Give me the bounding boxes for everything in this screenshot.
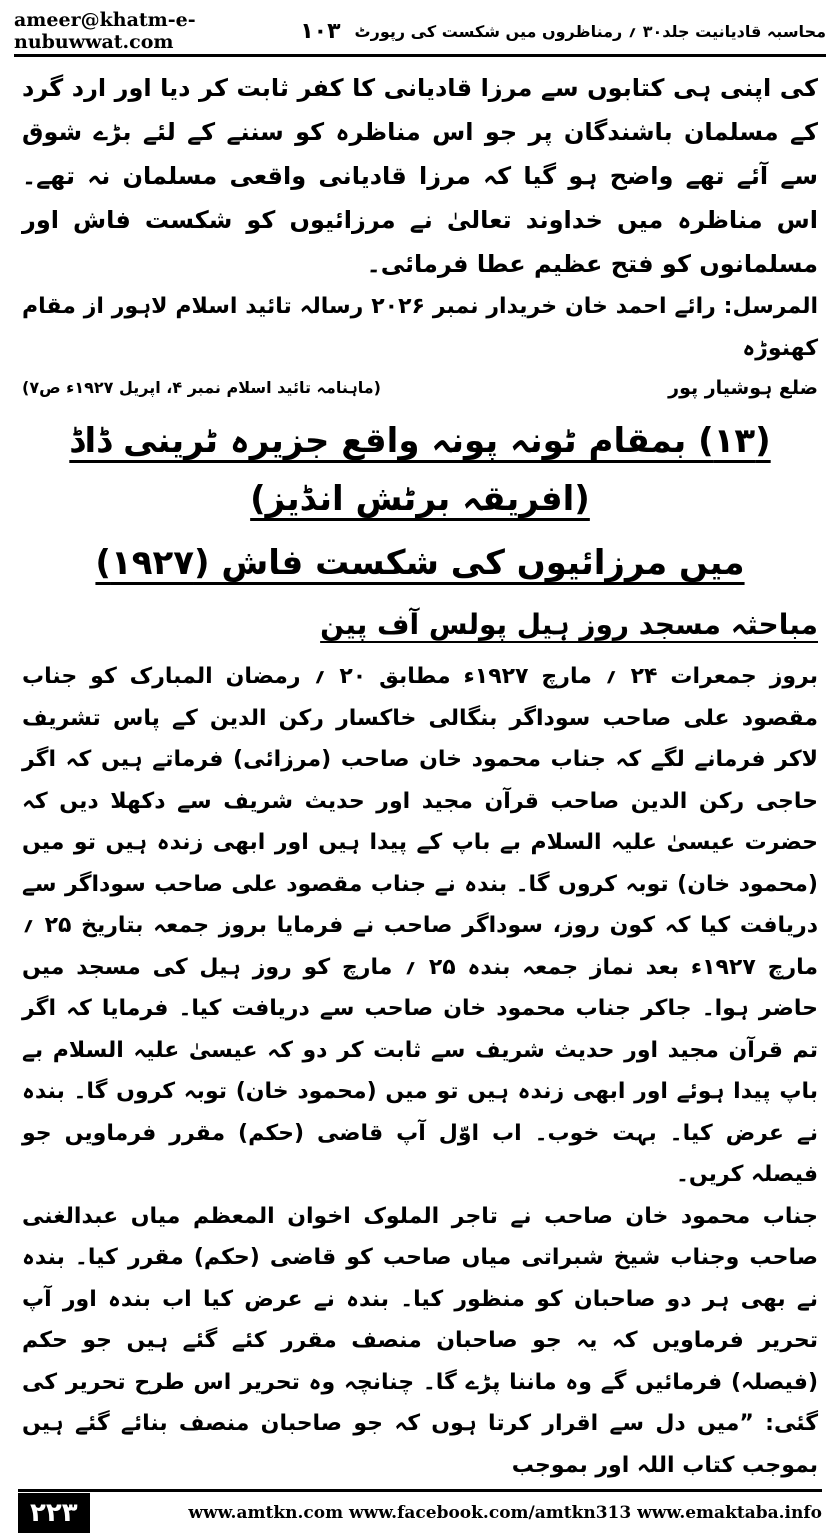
footer-links[interactable]: www.amtkn.com www.facebook.com/amtkn313 www.emaktaba.info [188, 1503, 822, 1523]
sender-line: المرسل: رائے احمد خان خریدار نمبر ۲۰۲۶ رسالہ تائید اسلام لاہور از مقام کھنوڑہ [22, 294, 818, 361]
source-citation: (ماہنامہ تائید اسلام نمبر ۴، اپریل ۱۹۲۷ء ص۷) [22, 378, 381, 397]
section-subheading: مباحثہ مسجد روز ہیل پولس آف پین [320, 608, 818, 641]
header-title: محاسبہ قادیانیت جلد۳۰ ؍ رمناظروں میں شکست کی رپورٹ [354, 21, 826, 41]
header-right [300, 19, 826, 44]
body-paragraph-1: بروز جمعرات ۲۴ ؍ مارچ ۱۹۲۷ء مطابق ۲۰ ؍ رمضان المبارک کو جناب مقصود علی صاحب سوداگر بنگالی خاکسار رکن الدین کے پاس تشریف لاکر فرمانے لگے کہ جناب محمود خان صاحب (مرزائی) فرماتے ہیں کہ اگر حاجی رکن الدین صاحب قرآن مجید اور حدیث شریف سے دکھلا دیں کہ حضرت عیسیٰ علیہ السلام بے باپ کے پیدا ہیں اور ابھی زندہ ہیں تو میں (محمود خان) توبہ کروں گا۔ بندہ نے جناب مقصود علی صاحب سوداگر سے دریافت کیا کہ کون روز، سوداگر صاحب نے فرمایا بروز جمعہ بتاریخ ۲۵ ؍ مارچ ۱۹۲۷ء بعد نماز جمعہ بندہ ۲۵ ؍ مارچ کو روز ہیل کی مسجد میں حاضر ہوا۔ جاکر جناب محمود خان صاحب سے دریافت کیا۔ فرمایا کہ اگر تم قرآن مجید اور حدیث شریف سے ثابت کر دو کہ عیسیٰ علیہ السلام بے باپ پیدا ہوئے اور ابھی زندہ ہیں تو میں (محمود خان) توبہ کروں گا۔ بندہ نے عرض کیا۔ بہت خوب۔ اب اوّل آپ قاضی (حکم) مقرر فرماویں جو فیصلہ کریں۔ [22, 664, 818, 1187]
intro-paragraph: کی اپنی ہی کتابوں سے مرزا قادیانی کا کفر ثابت کر دیا اور ارد گرد کے مسلمان باشندگان پر جو اس مناظرہ کو سننے کے لئے بڑے شوق سے آئے تھے واضح ہو گیا کہ مرزا قادیانی واقعی مسلمان نہ تھے۔ اس مناظرہ میں خداوند تعالیٰ نے مرزائیوں کو شکست فاش اور مسلمانوں کو فتح عظیم عطا فرمائی۔ [22, 74, 818, 278]
page-header [14, 8, 826, 57]
district-text: ضلع ہوشیار پور [668, 377, 818, 399]
section-heading-line-1: (۱۳) بمقام ٹونہ پونہ واقع جزیرہ ٹرینی ڈاڈ (افریقہ برٹش انڈیز) [69, 421, 771, 519]
header-email[interactable]: ameer@khatm-e-nubuwwat.com [14, 9, 196, 53]
page-footer [18, 1489, 822, 1534]
section-heading-line-2: میں مرزائیوں کی شکست فاش (۱۹۲۷) [95, 543, 745, 583]
footer-page-number: ۲۲۳ [18, 1493, 90, 1533]
page-content [22, 66, 818, 1486]
body-paragraph-2: جناب محمود خان صاحب نے تاجر الملوک اخوان المعظم میاں عبدالغنی صاحب وجناب شیخ شبراتی میاں صاحب کو قاضی (حکم) مقرر کیا۔ بندہ نے بھی ہر دو صاحبان کو منظور کیا۔ بندہ نے عرض کیا اب بندہ اور آپ تحریر فرماویں کہ یہ جو صاحبان منصف مقرر کئے گئے ہیں جو حکم (فیصلہ) فرمائیں گے وہ ماننا پڑے گا۔ چنانچہ وہ تحریر اس طرح تحریر کی گئی: ”میں دل سے اقرار کرتا ہوں کہ جو صاحبان منصف بنائے گئے ہیں بموجب کتاب اللہ اور بموجب [22, 1203, 818, 1478]
meta-row [22, 370, 818, 406]
header-page-number: ۱۰۳ [300, 18, 341, 44]
